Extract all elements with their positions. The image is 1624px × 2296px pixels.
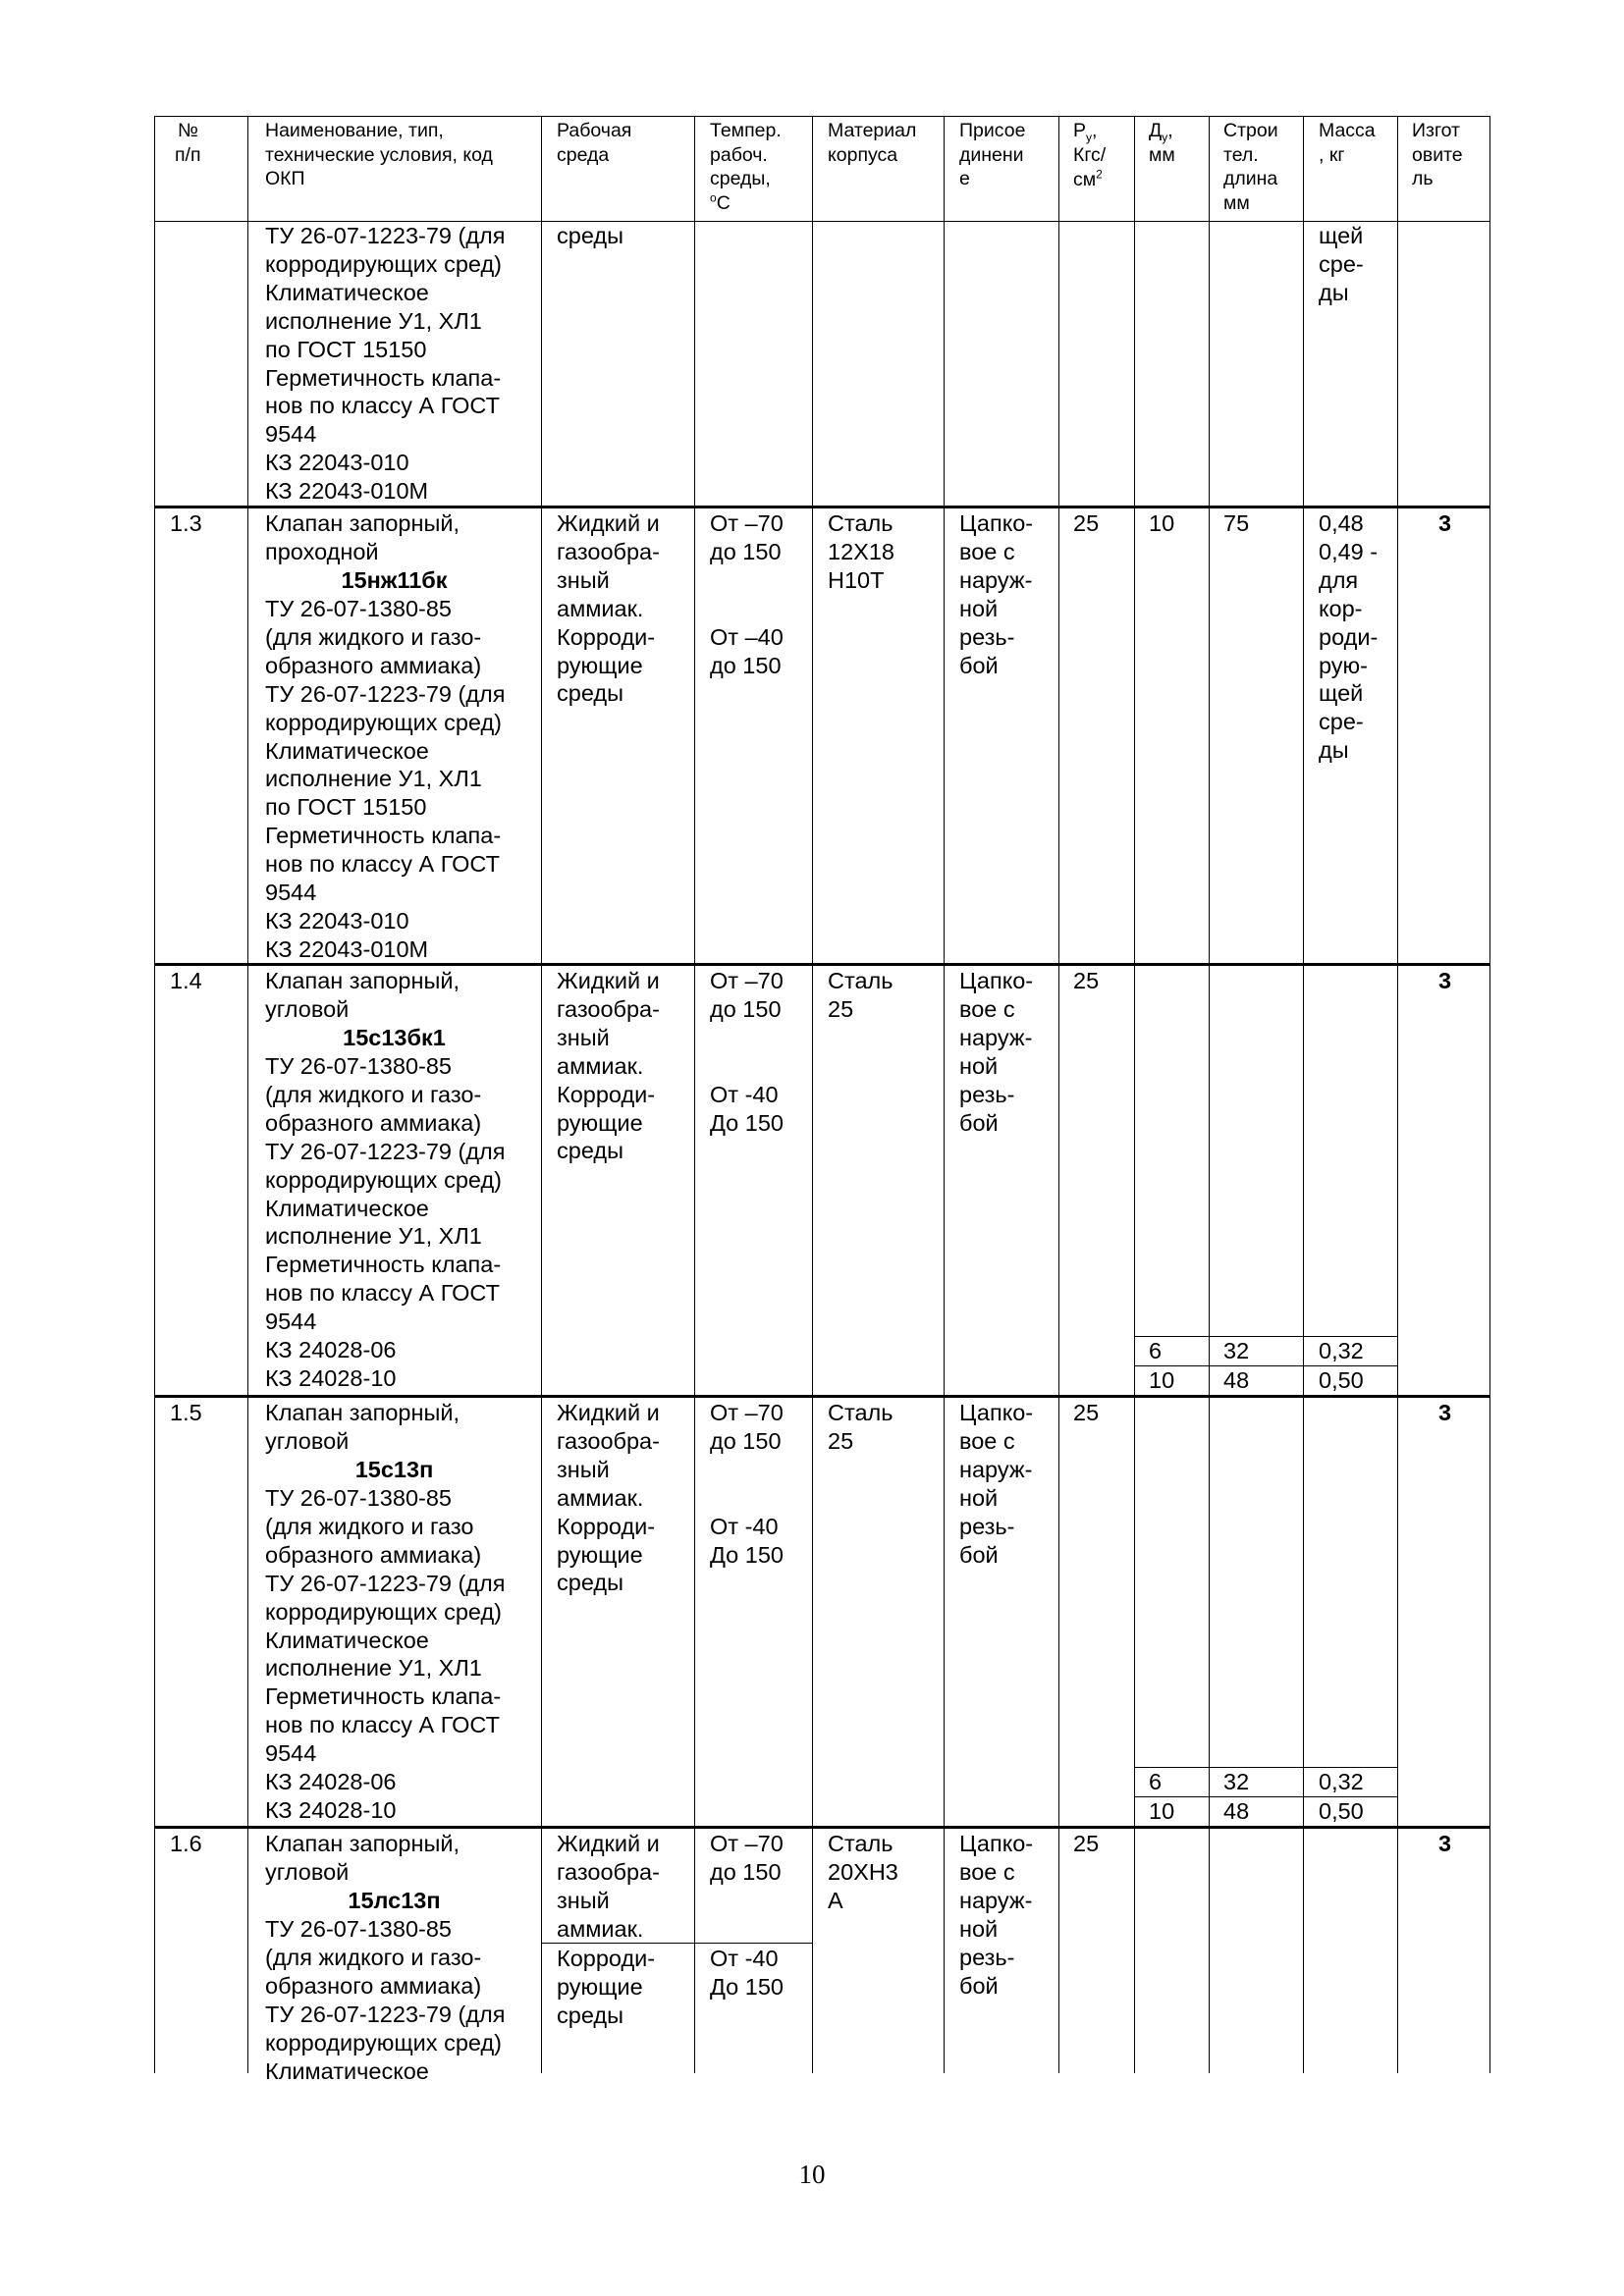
row-1-4-temp-a: От –70 до 150 (710, 968, 784, 1022)
row-1-4-maker: 3 (1438, 968, 1452, 993)
cont-medium: среды (557, 223, 623, 248)
row-1-5-connection: Цапко- вое с наруж- ной резь- бой (959, 1400, 1034, 1568)
header-length: Строи тел. длина мм (1223, 120, 1278, 215)
page-number: 10 (798, 2160, 826, 2189)
col-sep (944, 116, 945, 2073)
row-1-3-name: Клапан запорный, проходной (265, 510, 460, 564)
col-sep (694, 116, 695, 2073)
col-sep (541, 116, 542, 2073)
row-1-4-temp-b: От -40 До 150 (710, 1082, 784, 1136)
row-1-3-material: Сталь 12Х18 Н10Т (828, 510, 894, 593)
header-mass: Масса , кг (1319, 120, 1376, 166)
row-1-4-pressure: 25 (1073, 968, 1100, 993)
row-1-5-model: 15с13п (354, 1457, 434, 1482)
row-separator (154, 506, 1490, 508)
row-1-5-pressure: 25 (1073, 1400, 1100, 1425)
row-1-5-dn-a: 6 (1149, 1769, 1163, 1794)
row-1-5-temp-a: От –70 до 150 (710, 1400, 784, 1454)
row-1-3-maker: 3 (1438, 510, 1452, 536)
header-dn-unit: мм (1149, 144, 1175, 166)
row-1-5-material: Сталь 25 (828, 1400, 893, 1454)
row-1-4-name: Клапан запорный, угловой (265, 968, 460, 1022)
row-1-6-model: 15лс13п (348, 1888, 441, 1913)
col-sep (1303, 116, 1304, 2073)
header-connection: Присое динени е (959, 120, 1026, 190)
row-1-5-temp-b: От -40 До 150 (710, 1514, 784, 1568)
row-1-5-maker: 3 (1438, 1400, 1452, 1425)
row-1-4-connection: Цапко- вое с наруж- ной резь- бой (959, 968, 1034, 1136)
row-1-6-medium-b: Корроди- рующие среды (557, 1946, 656, 2028)
row-1-3-medium: Жидкий и газообра- зный аммиак. Корроди- рующие среды (557, 510, 660, 707)
row-1-3-mass: 0,48 0,49 - для кор- роди- рую- щей сре- ды (1319, 510, 1379, 764)
row-1-4-spec: ТУ 26-07-1380-85 (для жидкого и газо- образного аммиака) ТУ 26-07-1223-79 (для корродирующих сред) Климатическое исполнение У1, ХЛ1 Герметичность клапа- нов по классу А ГОСТ 9544 КЗ 24028-06 КЗ 24028-10 (265, 1053, 506, 1391)
row-1-4-model: 15с13бк1 (343, 1025, 446, 1050)
col-sep (1397, 116, 1398, 2073)
cont-mass: щей сре- ды (1319, 223, 1364, 305)
row-1-6-connection: Цапко- вое с наруж- ной резь- бой (959, 1831, 1034, 1999)
header-maker: Изгот овите ль (1412, 120, 1463, 190)
row-1-3-model: 15нж11бк (341, 567, 448, 593)
row-1-3-temp-b: От –40 до 150 (710, 624, 784, 678)
row-1-6-medium-a: Жидкий и газообра- зный аммиак. (557, 1831, 660, 1942)
col-sep (1058, 116, 1059, 2073)
row-1-3-pressure: 25 (1073, 510, 1100, 536)
header-pressure: $Р_у$, (1073, 120, 1098, 144)
row-1-6-num: 1.6 (170, 1831, 202, 1856)
header-temp-unit: $^o$С (710, 190, 731, 214)
row-1-5-mass-a: 0,32 (1319, 1769, 1364, 1794)
header-num: № п/п (175, 120, 201, 166)
row-separator (154, 1826, 1490, 1829)
row-1-6-temp-a: От –70 до 150 (710, 1831, 784, 1885)
row-1-6-material: Сталь 20ХН3 А (828, 1831, 898, 1913)
row-1-3-connection: Цапко- вое с наруж- ной резь- бой (959, 510, 1034, 678)
row-1-4-mass-b: 0,50 (1319, 1367, 1364, 1393)
row-1-5-mass-b: 0,50 (1319, 1798, 1364, 1824)
header-temp: Темпер. рабоч. среды, (710, 120, 782, 190)
row-1-5-name: Клапан запорный, угловой (265, 1400, 460, 1454)
header-pressure-unit-2: $см^2$ (1073, 167, 1103, 190)
table-border-right (1489, 116, 1490, 2073)
table-border-left (154, 116, 155, 2073)
row-1-5-spec: ТУ 26-07-1380-85 (для жидкого и газо образного аммиака) ТУ 26-07-1223-79 (для корродирующих сред) Климатическое исполнение У1, ХЛ1 Герметичность клапа- нов по классу А ГОСТ 9544 КЗ 24028-06 КЗ 24028-10 (265, 1485, 506, 1823)
row-1-5-medium: Жидкий и газообра- зный аммиак. Корроди- рующие среды (557, 1400, 660, 1596)
row-1-5-num: 1.5 (170, 1400, 202, 1425)
col-sep (247, 116, 248, 2073)
row-1-6-pressure: 25 (1073, 1831, 1100, 1856)
row-1-6-spec: ТУ 26-07-1380-85 (для жидкого и газо- образного аммиака) ТУ 26-07-1223-79 (для корродирующих сред) Климатическое (265, 1916, 506, 2084)
row-1-6-temp-b: От -40 До 150 (710, 1946, 784, 2000)
row-1-4-material: Сталь 25 (828, 968, 893, 1022)
row-1-4-medium: Жидкий и газообра- зный аммиак. Корроди- рующие среды (557, 968, 660, 1164)
header-material: Материал корпуса (828, 120, 917, 166)
table-border-top (154, 116, 1490, 117)
row-1-4-length-b: 48 (1223, 1367, 1250, 1393)
row-1-4-dn-a: 6 (1149, 1338, 1163, 1363)
cont-name: ТУ 26-07-1223-79 (для корродирующих сред) Климатическое исполнение У1, ХЛ1 по ГОСТ 15150 Герметичность клапа- нов по классу А ГОСТ 9544 КЗ 22043-010 КЗ 22043-010М (265, 223, 506, 505)
header-pressure-unit: Кгс/ (1073, 144, 1107, 166)
row-1-3-temp-a: От –70 до 150 (710, 510, 784, 564)
row-1-4-mass-a: 0,32 (1319, 1338, 1364, 1363)
row-1-3-length: 75 (1223, 510, 1250, 536)
header-medium: Рабочая среда (557, 120, 632, 166)
header-dn: $Д_у$, (1149, 120, 1173, 144)
col-sep (1134, 116, 1135, 2073)
header-name: Наименование, тип, технические условия, код ОКП (265, 120, 493, 190)
row-1-6-maker: 3 (1438, 1831, 1452, 1856)
row-1-5-length-a: 32 (1223, 1769, 1250, 1794)
row-1-6-name: Клапан запорный, угловой (265, 1831, 460, 1885)
row-1-5-dn-b: 10 (1149, 1798, 1175, 1824)
row-1-3-num: 1.3 (170, 510, 202, 536)
row-1-3-spec: ТУ 26-07-1380-85 (для жидкого и газо- образного аммиака) ТУ 26-07-1223-79 (для корродирующих сред) Климатическое исполнение У1, ХЛ1 по ГОСТ 15150 Герметичность клапа- нов по классу А ГОСТ 9544 КЗ 22043-010 КЗ 22043-010М (265, 596, 506, 962)
row-1-5-length-b: 48 (1223, 1798, 1250, 1824)
col-sep (812, 116, 813, 2073)
row-1-4-length-a: 32 (1223, 1338, 1250, 1363)
row-1-4-dn-b: 10 (1149, 1367, 1175, 1393)
row-1-3-dn: 10 (1149, 510, 1175, 536)
row-separator (154, 1395, 1490, 1398)
row-1-4-num: 1.4 (170, 968, 202, 993)
col-sep (1209, 116, 1210, 2073)
